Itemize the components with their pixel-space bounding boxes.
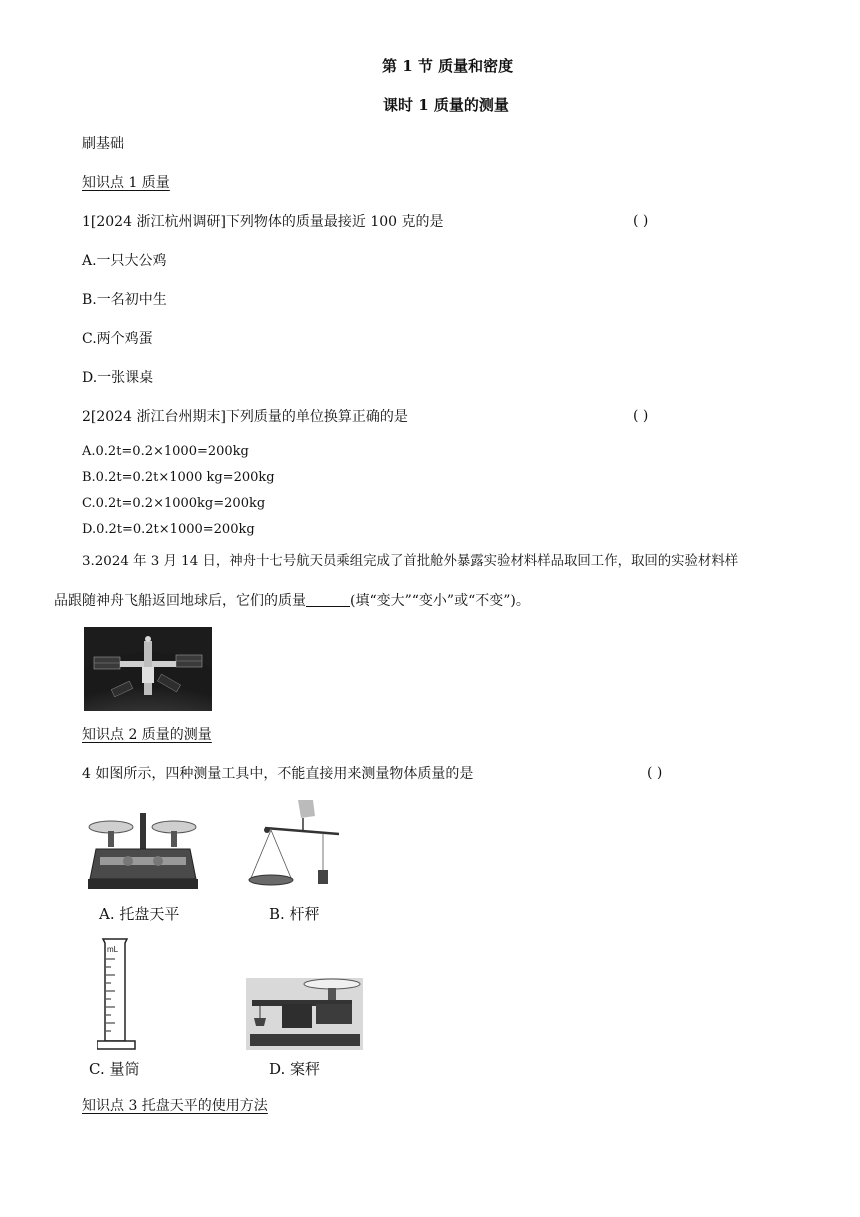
space-station-image [84, 627, 212, 711]
steelyard-icon [243, 800, 343, 895]
practice-label: 刷基础 [82, 136, 124, 152]
q1-option-d[interactable]: D.一张课桌 [82, 370, 154, 386]
tray-balance-figure[interactable] [86, 805, 201, 895]
caption-a: A. 托盘天平 [99, 905, 180, 923]
q2-option-b[interactable]: B.0.2t=0.2t×1000 kg=200kg [82, 470, 275, 485]
caption-b: B. 杆秤 [269, 905, 320, 923]
graduated-cylinder-icon [97, 937, 137, 1052]
tray-balance-icon [86, 805, 201, 895]
q2-option-c[interactable]: C.0.2t=0.2×1000kg=200kg [82, 496, 266, 511]
q1-stem: 1[2024 浙江杭州调研]下列物体的质量最接近 100 克的是 [82, 214, 444, 230]
q1-option-a[interactable]: A.一只大公鸡 [82, 253, 167, 269]
q4-stem: 4 如图所示，四种测量工具中，不能直接用来测量物体质量的是 [82, 766, 474, 782]
q3-answer-blank[interactable] [306, 592, 350, 607]
q2-stem: 2[2024 浙江台州期末]下列质量的单位换算正确的是 [82, 409, 408, 425]
knowledge-point-1: 知识点 1 质量 [82, 175, 170, 191]
steelyard-figure[interactable] [243, 800, 343, 895]
q3-line-1: 3.2024 年 3 月 14 日，神舟十七号航天员乘组完成了首批舱外暴露实验材料样品取回工作，取回的实验材料样 [82, 554, 739, 569]
q3-text-before-blank: 品跟随神舟飞船返回地球后，它们的质量 [54, 593, 306, 609]
space-station-photo [84, 627, 212, 711]
platform-scale-icon [246, 978, 363, 1050]
q1-option-b[interactable]: B.一名初中生 [82, 292, 167, 308]
q2-option-d[interactable]: D.0.2t=0.2t×1000=200kg [82, 522, 255, 537]
q1-option-c[interactable]: C.两个鸡蛋 [82, 331, 153, 347]
q4-answer-paren[interactable]: ( ) [647, 765, 663, 781]
caption-d: D. 案秤 [269, 1060, 321, 1078]
q3-line-2 [54, 592, 530, 610]
knowledge-point-3: 知识点 3 托盘天平的使用方法 [82, 1098, 268, 1114]
platform-scale-figure[interactable] [246, 978, 363, 1050]
q2-answer-paren[interactable]: ( ) [633, 408, 649, 424]
graduated-cylinder-figure[interactable] [97, 937, 137, 1052]
caption-c: C. 量筒 [89, 1060, 140, 1078]
section-title: 第 1 节 质量和密度 [382, 57, 514, 75]
q3-text-after-blank: (填“变大”“变小”或“不变”)。 [350, 593, 530, 609]
q2-option-a[interactable]: A.0.2t=0.2×1000=200kg [82, 444, 249, 459]
cylinder-unit-label: mL [107, 945, 119, 954]
lesson-title: 课时 1 质量的测量 [383, 96, 509, 114]
q1-answer-paren[interactable]: ( ) [633, 213, 649, 229]
knowledge-point-2: 知识点 2 质量的测量 [82, 727, 212, 743]
